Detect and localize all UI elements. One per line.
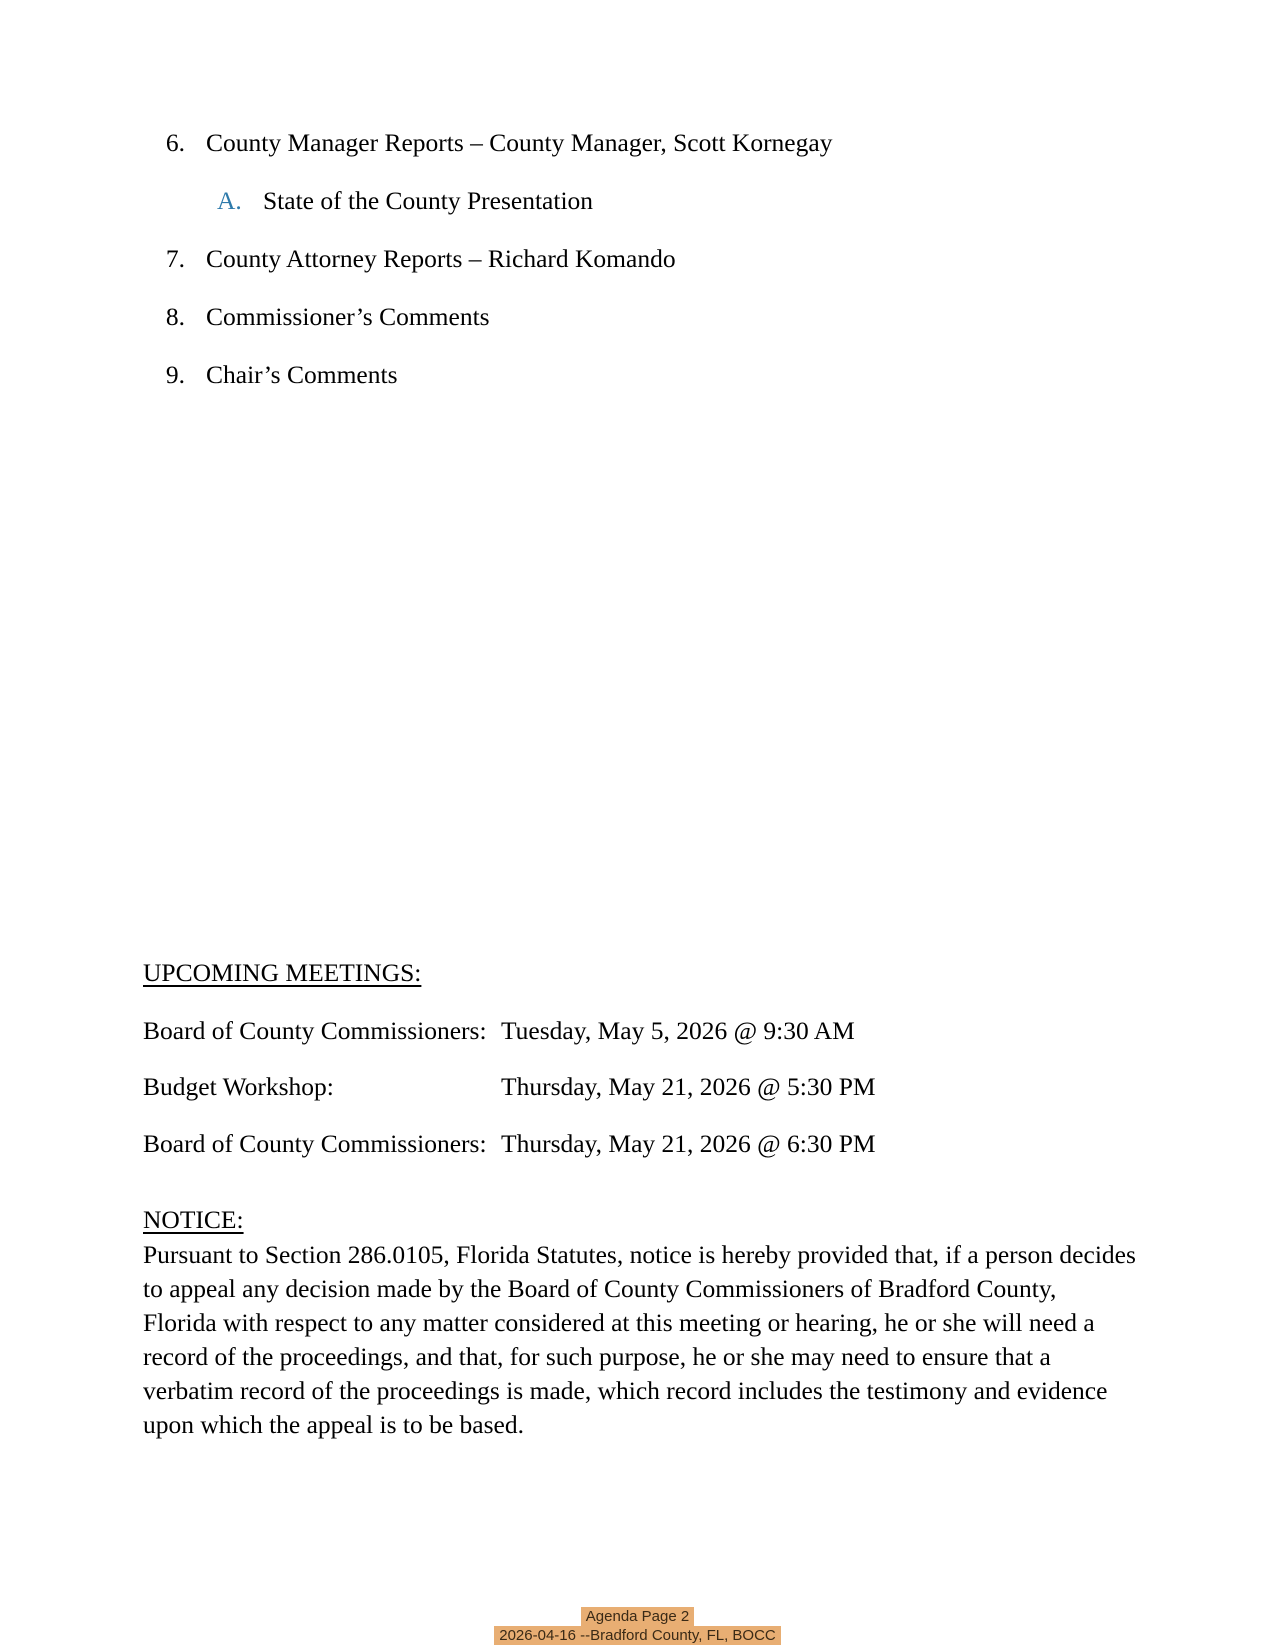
footer-source-label: 2026-04-16 --Bradford County, FL, BOCC <box>494 1626 781 1645</box>
meeting-label: Budget Workshop: <box>143 1072 334 1102</box>
meeting-datetime: Thursday, May 21, 2026 @ 5:30 PM <box>501 1072 876 1102</box>
notice-line: Florida with respect to any matter considered at this meeting or hearing, he or she will need a <box>143 1307 1095 1337</box>
agenda-subitem-a <box>143 186 1103 216</box>
notice-section <box>143 1205 1136 1443</box>
agenda-item-8 <box>143 302 1103 332</box>
agenda-item-text: County Manager Reports – County Manager, Scott Kornegay <box>206 128 833 157</box>
agenda-subitem-number: A. <box>217 186 242 216</box>
meeting-datetime: Thursday, May 21, 2026 @ 6:30 PM <box>501 1128 876 1158</box>
agenda-subitem-text: State of the County Presentation <box>263 186 594 216</box>
notice-line: to appeal any decision made by the Board of County Commissioners of Bradford County, <box>143 1273 1057 1303</box>
meeting-row <box>143 1016 1103 1047</box>
agenda-item-7 <box>143 244 1103 274</box>
agenda-item-number: 9. <box>165 360 185 390</box>
notice-heading: NOTICE: <box>143 1205 244 1234</box>
meeting-label: Board of County Commissioners: <box>143 1015 487 1045</box>
agenda-item-text: Chair’s Comments <box>206 360 398 390</box>
agenda-list <box>143 128 1103 418</box>
upcoming-meetings-heading: UPCOMING MEETINGS: <box>143 958 422 987</box>
notice-line: upon which the appeal is to be based. <box>143 1410 524 1440</box>
meeting-label: Board of County Commissioners: <box>143 1128 487 1158</box>
agenda-item-6 <box>143 128 1103 158</box>
notice-line: record of the proceedings, and that, for such purpose, he or she may need to ensure that a <box>143 1342 1051 1372</box>
footer-stamp <box>0 1607 1275 1645</box>
footer-stamp-row-1 <box>0 1607 1275 1626</box>
meeting-row <box>143 1129 1103 1160</box>
meeting-row <box>143 1072 1103 1103</box>
footer-page-label: Agenda Page 2 <box>581 1607 694 1626</box>
notice-body <box>143 1238 1136 1443</box>
notice-line: Pursuant to Section 286.0105, Florida Statutes, notice is hereby provided that, if a person decides <box>143 1239 1136 1269</box>
agenda-item-number: 6. <box>165 128 185 157</box>
meeting-datetime: Tuesday, May 5, 2026 @ 9:30 AM <box>501 1015 855 1045</box>
agenda-item-text: Commissioner’s Comments <box>206 302 490 332</box>
notice-line: verbatim record of the proceedings is made, which record includes the testimony and evidence <box>143 1376 1108 1406</box>
upcoming-meetings-section <box>143 958 1103 1185</box>
footer-stamp-row-2 <box>0 1626 1275 1645</box>
agenda-item-9 <box>143 360 1103 390</box>
agenda-item-number: 8. <box>165 302 185 332</box>
agenda-item-number: 7. <box>165 244 185 274</box>
agenda-item-text: County Attorney Reports – Richard Komando <box>206 244 676 274</box>
